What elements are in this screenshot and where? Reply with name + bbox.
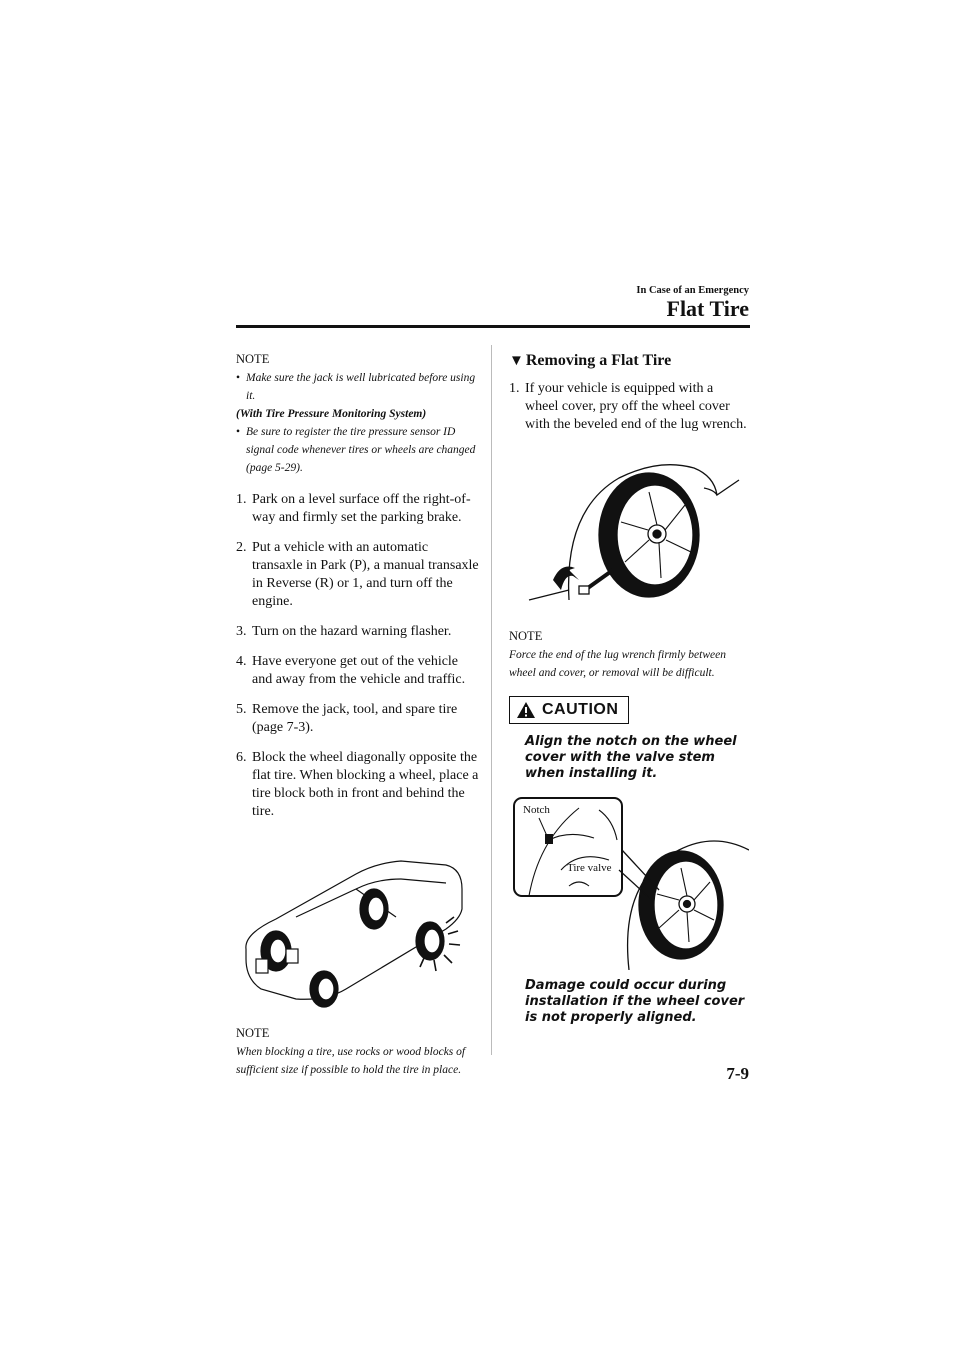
right-column — [509, 352, 750, 1026]
note-bullet — [236, 369, 480, 405]
step-number: 1. — [509, 381, 520, 396]
bullet-icon: • — [236, 426, 241, 438]
triangle-marker-icon: ▼ — [509, 353, 524, 369]
step-number: 3. — [236, 624, 247, 639]
step-text: Remove the jack, tool, and spare tire (page 7-3). — [252, 702, 458, 735]
bullet-icon: • — [236, 372, 241, 384]
step-number: 2. — [236, 540, 247, 555]
wheel-cover-removal-illustration — [509, 450, 749, 610]
step-item — [236, 749, 480, 821]
step-item — [236, 491, 480, 527]
step-number: 5. — [236, 702, 247, 717]
note-text: When blocking a tire, use rocks or wood blocks of sufficient size if possible to hold the tire in place. — [236, 1046, 466, 1076]
note-heading: NOTE — [509, 629, 543, 643]
page-number: 7-9 — [726, 1064, 749, 1083]
step-text: Have everyone get out of the vehicle and away from the vehicle and traffic. — [252, 654, 466, 687]
notch-valve-illustration — [509, 790, 749, 970]
caution-footer-text: Damage could occur during installation if the wheel cover is not properly aligned. — [525, 978, 745, 1025]
page-title: Flat Tire — [666, 296, 749, 321]
warning-triangle-icon — [516, 701, 536, 719]
caution-block — [509, 696, 750, 1026]
step-number: 4. — [236, 654, 247, 669]
step-text: Block the wheel diagonally opposite the flat tire. When blocking a wheel, place a tire block both in front and behind the tire. — [252, 750, 479, 819]
note-subheading: (With Tire Pressure Monitoring System) — [236, 408, 427, 420]
note-bullet — [236, 423, 480, 477]
header-rule — [236, 325, 750, 328]
step-item — [236, 701, 480, 737]
caution-label-text: CAUTION — [542, 701, 619, 718]
step-text: Put a vehicle with an automatic transaxle in Park (P), a manual transaxle in Reverse (R) or 1, and turn off the engine. — [252, 540, 479, 609]
notch-label: Notch — [523, 804, 550, 816]
note-heading: NOTE — [236, 1026, 270, 1040]
car-wheel-block-illustration — [236, 839, 476, 1009]
section-label: In Case of an Emergency — [636, 285, 749, 296]
note-heading: NOTE — [236, 352, 270, 366]
note-block-1 — [236, 352, 480, 477]
subsection-heading-text: Removing a Flat Tire — [525, 352, 672, 369]
caution-text: Align the notch on the wheel cover with the valve stem when installing it. — [525, 734, 737, 781]
step-item — [509, 380, 750, 434]
step-item — [236, 623, 480, 641]
note-bullet-text: Be sure to register the tire pressure sensor ID signal code whenever tires or wheels are changed (page 5-29). — [246, 426, 476, 474]
note-block-3 — [509, 629, 750, 682]
step-item — [236, 653, 480, 689]
note-block-2 — [236, 1026, 480, 1079]
step-text: Turn on the hazard warning flasher. — [252, 624, 452, 639]
note-text: Force the end of the lug wrench firmly between wheel and cover, or removal will be difficult. — [509, 649, 726, 679]
left-column — [236, 352, 480, 1079]
step-item — [236, 539, 480, 611]
tire-valve-label: Tire valve — [567, 862, 612, 874]
step-text: Park on a level surface off the right-of-way and firmly set the parking brake. — [252, 492, 471, 525]
column-divider — [491, 345, 492, 1055]
note-bullet-text: Make sure the jack is well lubricated before using it. — [246, 372, 476, 402]
caution-label — [509, 696, 629, 724]
step-number: 6. — [236, 750, 247, 765]
step-number: 1. — [236, 492, 247, 507]
subsection-heading — [509, 352, 750, 370]
step-text: If your vehicle is equipped with a wheel cover, pry off the wheel cover with the beveled end of the lug wrench. — [525, 381, 747, 432]
